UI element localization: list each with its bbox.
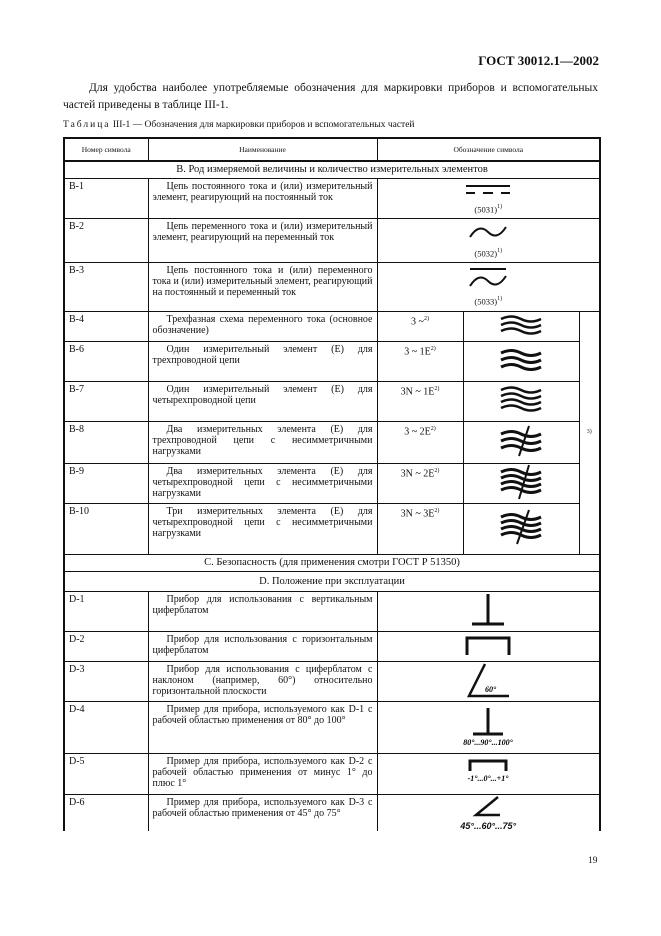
inclined-range-label: 45°...60°...75° [460,820,517,831]
inclined-dial-icon [463,662,513,698]
col-header: Номер символа [64,138,148,161]
section-c: C. Безопасность (для применения смотри ГОСТ Р 51350) [64,554,600,571]
svg-text:80°...90°...100°: 80°...90°...100° [463,737,514,747]
two-elements-4wire-icon [499,464,543,500]
vertical-range-icon [453,704,523,748]
table-row: B-2 Цепь переменного тока и (или) измерительный элемент, реагирующий на переменный ток $(5032)^{1)}$ [64,218,600,262]
section-b: B. Род измеряемой величины и количество измерительных элементов [64,161,600,178]
standard-header: ГОСТ 30012.1—2002 [478,53,599,68]
ac-dc-symbol-icon [466,265,510,291]
table-row: B-4 Трехфазная схема переменного тока (основное обозначение) 3 ~$^{2)}$ 3) [64,311,600,341]
side-footnote: 3) [579,311,600,554]
table-row: B-9 Два измерительных элемента (E) для четырехпроводной цепи с несимметричными нагрузками 3N ~ $2E^{2)}$ [64,463,600,503]
symbols-table [63,137,601,831]
table-row: B-7 Один измерительный элемент (E) для четырехпроводной цепи 3N ~ $1E^{2)}$ [64,381,600,421]
inclined-range-icon [458,795,518,817]
svg-text:60°: 60° [485,684,497,694]
three-phase-icon [499,314,543,336]
three-elements-4wire-icon [499,509,543,545]
table-row: B-10 Три измерительных элемента (E) для четырехпроводной цепи с несимметричными нагрузками 3N ~ $3E^{2)}$ [64,503,600,554]
table-row: D-3 Прибор для использования с циферблатом с наклоном (например, 60°) относительно горизонтальной плоскости 60° [64,661,600,701]
table-row: B-6 Один измерительный элемент (E) для трехпроводной цепи 3 ~ $1E^{2)}$ [64,341,600,381]
intro-paragraph: Для удобства наиболее употребляемые обозначения для маркировки приборов и вспомогательных частей приведены в таблице III-1. [63,82,598,111]
svg-text:-1°...0°...+1°: -1°...0°...+1° [467,774,509,783]
table-row: D-5 Пример для прибора, используемого как D-2 с рабочей областью применения от минус 1° до плюс 1° -1°...0°...+1° [64,753,600,794]
col-header: Наименование [148,138,377,161]
table-row: B-1 Цепь постоянного тока и (или) измерительный элемент, реагирующий на постоянный ток $(5031)^{1)}$ [64,178,600,218]
horizontal-dial-icon [463,634,513,656]
horizontal-range-icon [458,757,518,787]
page-number: 19 [588,856,598,866]
vertical-dial-icon [466,592,510,628]
table-row: D-1 Прибор для использования с вертикальным циферблатом [64,591,600,631]
section-d: D. Положение при эксплуатации [64,571,600,591]
one-element-4wire-icon [499,385,543,415]
table-caption: Таблица III-1 — Обозначения для маркировки приборов и вспомогательных частей [63,120,415,130]
col-header: Обозначение символа [377,138,600,161]
table-row: D-6 Пример для прибора, используемого как D-3 с рабочей областью применения от 45° до 75° 45°...60°...75° [64,794,600,831]
table-row: B-3 Цепь постоянного тока и (или) переменного тока и (или) измерительный элемент, реагирующий на постоянный и переменный ток $(5033)^{1)}$ [64,262,600,311]
table-row: B-8 Два измерительных элемента (E) для трехпроводной цепи с несимметричными нагрузками 3 ~ $2E^{2)}$ [64,421,600,463]
two-elements-3wire-icon [499,424,543,458]
ac-symbol-icon [466,221,510,243]
one-element-3wire-icon [499,348,543,372]
table-row: D-2 Прибор для использования с горизонтальным циферблатом [64,631,600,661]
table-row: D-4 Пример для прибора, используемого как D-1 с рабочей областью применения от 80° до 100° 80°...90°...100° [64,701,600,753]
dc-symbol-icon [463,181,513,199]
